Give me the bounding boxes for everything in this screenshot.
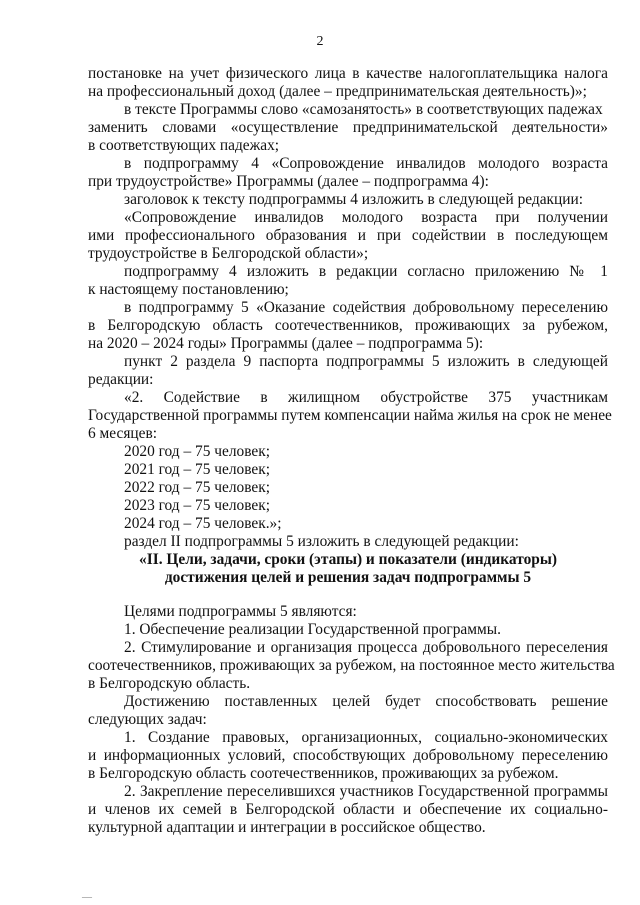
text-line: культурной адаптации и интеграции в российское общество.	[88, 819, 486, 836]
text-line: 2. Стимулирование и организация процесса добровольного переселения	[124, 639, 608, 656]
section-heading-line: достижения целей и решения задач подпрограммы 5	[164, 569, 532, 586]
text-line: заменить словами «осуществление предпринимательской деятельности»	[88, 119, 608, 136]
text-line: в Белгородскую область соотечественников, проживающих за рубежом.	[88, 765, 559, 782]
text-line: Целями подпрограммы 5 являются:	[124, 603, 357, 620]
text-line: 2020 год – 75 человек;	[124, 443, 270, 460]
text-line: в Белгородскую область соотечественников, проживающих за рубежом,	[88, 317, 608, 334]
text-line: в подпрограмму 5 «Оказание содействия добровольному переселению	[124, 299, 608, 316]
text-line: и информационных условий, способствующих добровольному переселению	[88, 747, 608, 764]
text-line: в Белгородскую область.	[88, 675, 251, 692]
text-line: и членов их семей в Белгородской области и обеспечение их социально-	[88, 801, 608, 818]
text-line: на профессиональный доход (далее – предпринимательская деятельность)»;	[88, 83, 587, 100]
text-line: 1. Создание правовых, организационных, социально-экономических	[124, 729, 608, 746]
text-line: ими профессионального образования и при содействии в последующем	[88, 227, 608, 244]
text-line: при трудоустройстве» Программы (далее – подпрограмма 4):	[88, 173, 489, 190]
section-heading-line: «II. Цели, задачи, сроки (этапы) и показатели (индикаторы)	[139, 551, 557, 568]
text-line: «2. Содействие в жилищном обустройстве 375 участникам	[124, 389, 608, 406]
text-line: 1. Обеспечение реализации Государственной программы.	[124, 621, 501, 638]
text-line: 6 месяцев:	[88, 425, 158, 442]
text-line: соотечественников, проживающих за рубежом, на постоянное место жительства	[88, 657, 615, 674]
text-line: 2021 год – 75 человек;	[124, 461, 270, 478]
text-line: подпрограмму 4 изложить в редакции согласно приложению № 1	[124, 263, 608, 280]
text-line: на 2020 – 2024 годы» Программы (далее – подпрограмма 5):	[88, 335, 484, 352]
text-line: 2023 год – 75 человек;	[124, 497, 270, 514]
text-line: 2024 год – 75 человек.»;	[124, 515, 282, 532]
text-line: Государственной программы путем компенсации найма жилья на срок не менее	[88, 407, 612, 424]
text-line: постановке на учет физического лица в качестве налогоплательщика налога	[88, 65, 608, 82]
text-line: «Сопровождение инвалидов молодого возраста при получении	[124, 209, 608, 226]
text-line: заголовок к тексту подпрограммы 4 изложить в следующей редакции:	[124, 191, 584, 208]
text-line: раздел II подпрограммы 5 изложить в следующей редакции:	[124, 533, 519, 550]
text-line: редакции:	[88, 371, 154, 388]
text-line: в подпрограмму 4 «Сопровождение инвалидов молодого возраста	[124, 155, 608, 172]
text-line: Достижению поставленных целей будет способствовать решение	[124, 693, 608, 710]
text-line: пункт 2 раздела 9 паспорта подпрограммы 5 изложить в следующей	[124, 353, 608, 370]
text-line: в тексте Программы слово «самозанятость» в соответствующих падежах	[124, 101, 603, 118]
text-line: 2. Закрепление переселившихся участников Государственной программы	[124, 783, 608, 800]
page-number: 2	[316, 34, 324, 49]
text-line: 2022 год – 75 человек;	[124, 479, 270, 496]
text-line: трудоустройстве в Белгородской области»;	[88, 245, 369, 262]
scan-mark: —	[82, 892, 92, 903]
text-line: следующих задач:	[88, 711, 207, 728]
text-line: в соответствующих падежах;	[88, 137, 280, 154]
text-line: к настоящему постановлению;	[88, 281, 289, 298]
